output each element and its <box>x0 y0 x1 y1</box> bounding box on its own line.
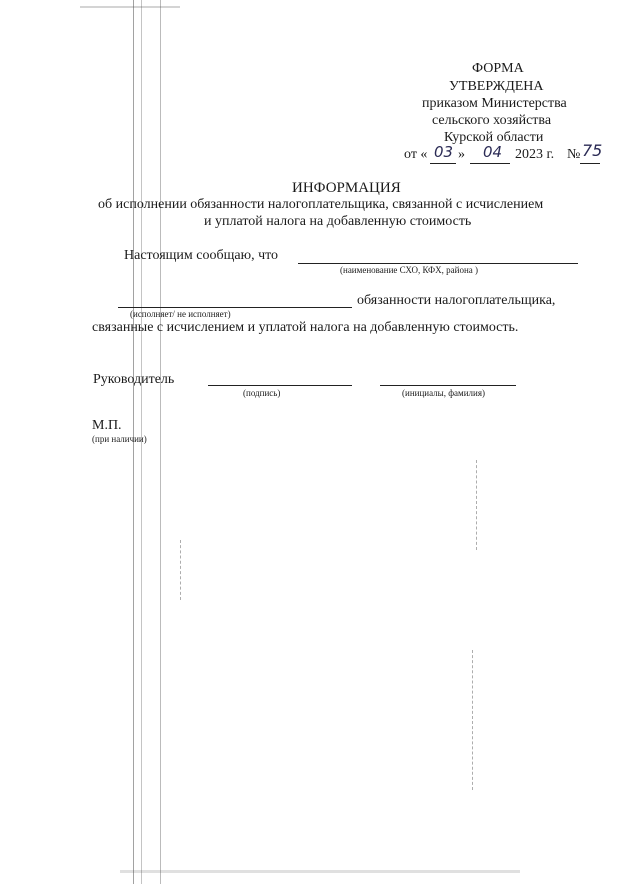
approval-ministry-line: сельского хозяйства <box>432 113 552 128</box>
approval-month-underline <box>470 163 510 164</box>
scan-artifact-line <box>160 0 161 884</box>
document-subtitle-line1: об исполнении обязанности налогоплательщика, связанной с исчислением <box>98 197 544 212</box>
approval-day-underline <box>430 163 456 164</box>
scan-artifact-edge <box>120 870 520 873</box>
approval-date-quote: » <box>458 147 465 162</box>
approval-date-prefix: от « <box>404 147 428 162</box>
name-field[interactable] <box>380 385 516 386</box>
manager-label: Руководитель <box>93 372 175 387</box>
approval-region-line: Курской области <box>444 130 544 145</box>
duty-text-line3: связанные с исчислением и уплатой налога на добавленную стоимость. <box>92 320 519 335</box>
name-hint: (инициалы, фамилия) <box>402 388 485 398</box>
approval-number-underline <box>580 163 600 164</box>
document-title: ИНФОРМАЦИЯ <box>292 180 401 196</box>
signature-hint: (подпись) <box>243 388 281 398</box>
document-subtitle-line2: и уплатой налога на добавленную стоимость <box>204 214 472 229</box>
approval-date-year: 2023 г. <box>515 147 555 162</box>
scan-artifact-edge <box>80 6 180 8</box>
stamp-hint: (при наличии) <box>92 434 147 444</box>
organization-name-field[interactable] <box>298 263 578 264</box>
approval-approved-label: УТВЕРЖДЕНА <box>449 79 544 94</box>
signature-field[interactable] <box>208 385 352 386</box>
stamp-label: М.П. <box>92 418 122 433</box>
approval-date-day: 03 <box>434 143 454 161</box>
organization-name-hint: (наименование СХО, КФХ, района ) <box>340 265 479 275</box>
status-hint: (исполняет/ не исполняет) <box>130 309 231 319</box>
approval-order-line: приказом Министерства <box>422 96 567 111</box>
scan-artifact-line <box>472 650 473 790</box>
approval-form-label: ФОРМА <box>472 61 524 76</box>
intro-text: Настоящим сообщаю, что <box>124 248 279 263</box>
approval-number-value: 75 <box>582 141 603 160</box>
approval-number-sign: № <box>567 147 581 162</box>
duty-text: обязанности налогоплательщика, <box>357 293 556 308</box>
scan-artifact-line <box>180 540 181 600</box>
scan-artifact-line <box>476 460 477 550</box>
status-field[interactable] <box>118 307 352 308</box>
approval-date-month: 04 <box>483 143 503 161</box>
